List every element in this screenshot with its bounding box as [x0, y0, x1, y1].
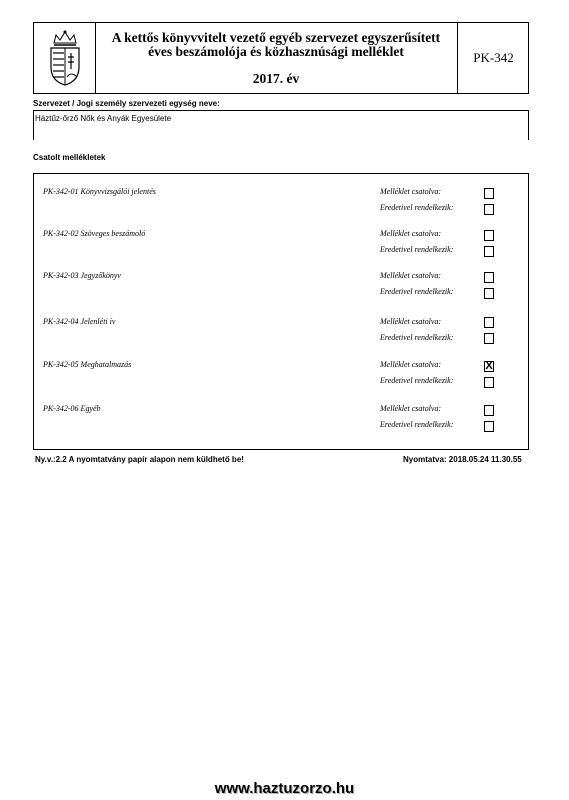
original-label: Eredetivel rendelkezik: [380, 287, 454, 296]
attachment-name: PK-342-06 Egyéb [43, 404, 101, 413]
crest-cell [34, 23, 96, 93]
attached-checkbox[interactable]: X [485, 360, 493, 372]
attached-checkbox[interactable] [484, 230, 494, 241]
original-checkbox[interactable] [484, 333, 494, 344]
print-timestamp: Nyomtatva: 2018.05.24 11.30.55 [403, 455, 522, 464]
attached-label: Melléklet csatolva: [380, 271, 442, 280]
original-label: Eredetivel rendelkezik: [380, 420, 454, 429]
attachment-name: PK-342-02 Szöveges beszámoló [43, 229, 146, 238]
original-label: Eredetivel rendelkezik: [380, 376, 454, 385]
attachment-name: PK-342-03 Jegyzőkönyv [43, 271, 121, 280]
form-year: 2017. év [252, 71, 300, 86]
attachments-box [33, 173, 529, 450]
attached-checkbox[interactable] [484, 405, 494, 416]
original-label: Eredetivel rendelkezik: [380, 245, 454, 254]
attached-checkbox[interactable] [484, 188, 494, 199]
attached-checkbox[interactable] [484, 272, 494, 283]
organization-field [33, 110, 529, 140]
original-label: Eredetivel rendelkezik: [380, 203, 454, 212]
original-checkbox[interactable] [484, 421, 494, 432]
attached-label: Melléklet csatolva: [380, 360, 442, 369]
form-title [95, 23, 457, 93]
form-version-note: Ny.v.:2.2 A nyomtatvány papír alapon nem küldhető be! [35, 455, 244, 464]
hungarian-coat-of-arms-icon [46, 29, 84, 87]
attached-checkbox[interactable] [484, 317, 494, 328]
original-checkbox[interactable] [484, 246, 494, 257]
original-checkbox[interactable] [484, 204, 494, 215]
website-watermark: www.haztuzorzo.hu [214, 780, 355, 797]
original-label: Eredetivel rendelkezik: [380, 333, 454, 342]
form-code: PK-342 [457, 23, 529, 93]
attachments-label: Csatolt mellékletek [33, 153, 106, 162]
attachment-name: PK-342-05 Meghatalmazás [43, 360, 132, 369]
attached-label: Melléklet csatolva: [380, 317, 442, 326]
title-line-1: A kettős könyvvitelt vezető egyéb szervezet egyszerűsített [111, 30, 441, 45]
form-header [33, 22, 529, 94]
attached-label: Melléklet csatolva: [380, 187, 442, 196]
original-checkbox[interactable] [484, 288, 494, 299]
original-checkbox[interactable] [484, 377, 494, 388]
organization-name: Háztűz-őrző Nők és Anyák Egyesülete [35, 114, 172, 123]
organization-label: Szervezet / Jogi személy szervezeti egység neve: [33, 99, 220, 108]
title-line-2: éves beszámolója és közhasznúsági melléklet [148, 44, 404, 59]
attachment-name: PK-342-04 Jelenléti ív [43, 317, 116, 326]
attached-label: Melléklet csatolva: [380, 229, 442, 238]
attached-label: Melléklet csatolva: [380, 404, 442, 413]
attachment-name: PK-342-01 Könyvvizsgálói jelentés [43, 187, 156, 196]
